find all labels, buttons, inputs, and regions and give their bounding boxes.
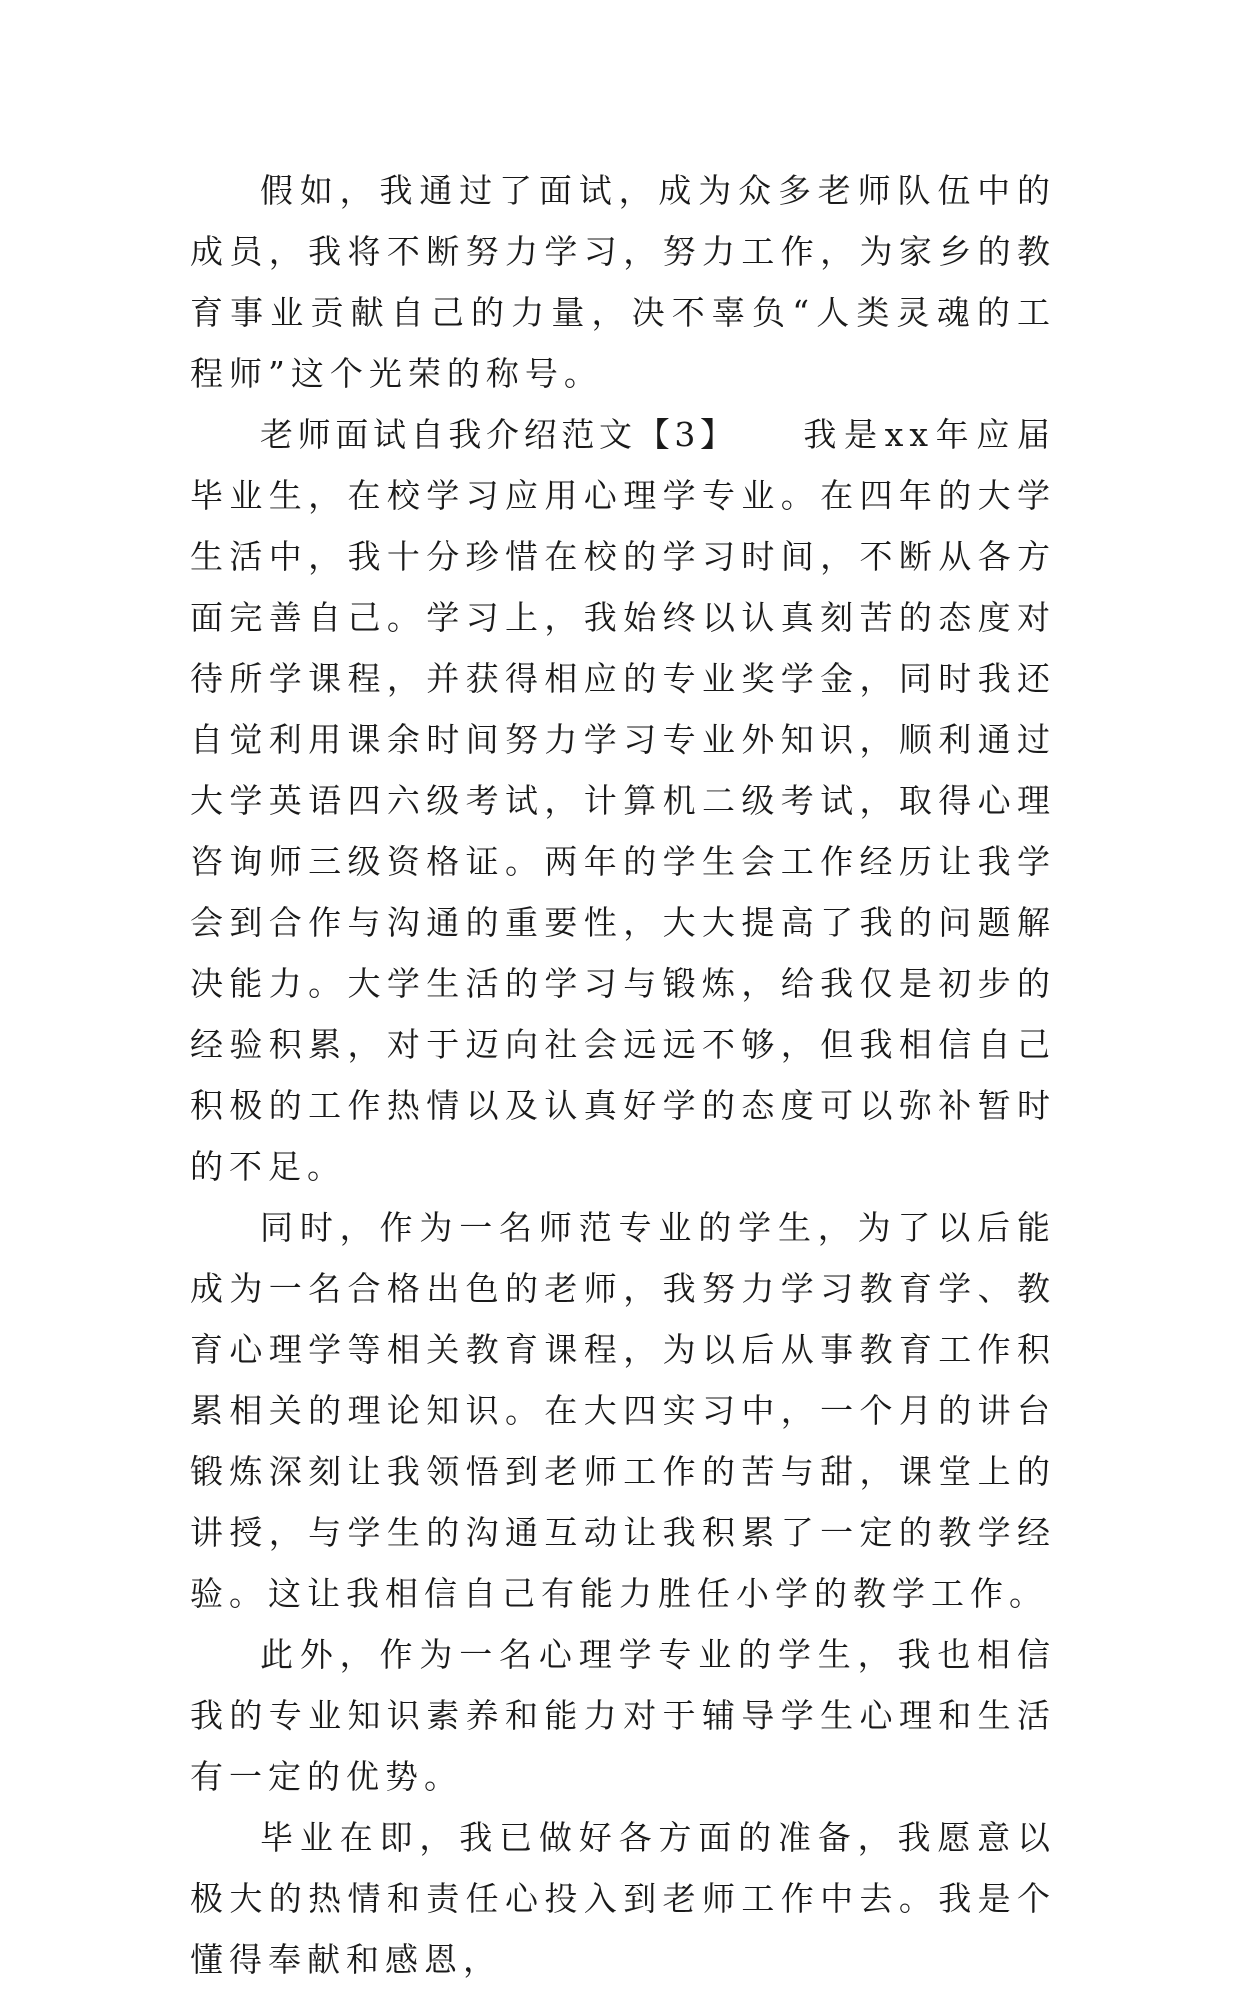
section-heading: 老师面试自我介绍范文【3】: [260, 415, 738, 454]
section-text: 我是xx年应届毕业生，在校学习应用心理学专业。在四年的大学生活中，我十分珍惜在校的学习时间，不断从各方面完善自己。学习上，我始终以认真刻苦的态度对待所学课程，并获得相应的专业奖学金，同时我还自觉利用课余时间努力学习专业外知识，顺利通过大学英语四六级考试，计算机二级考试，取得心理咨询师三级资格证。两年的学生会工作经历让我学会到合作与沟通的重要性，大大提高了我的问题解决能力。大学生活的学习与锻炼，给我仅是初步的经验积累，对于迈向社会远远不够，但我相信自己积极的工作热情以及认真好学的态度可以弥补暂时的不足。: [190, 415, 1056, 1186]
paragraph-sample-3: [190, 404, 1056, 1197]
paragraph-teaching-practice: 同时，作为一名师范专业的学生，为了以后能成为一名合格出色的老师，我努力学习教育学、教育心理学等相关教育课程，为以后从事教育工作积累相关的理论知识。在大四实习中，一个月的讲台锻炼深刻让我领悟到老师工作的苦与甜，课堂上的讲授，与学生的沟通互动让我积累了一定的教学经验。这让我相信自己有能力胜任小学的教学工作。: [190, 1208, 1056, 1613]
paragraph-psychology-advantage: 此外，作为一名心理学专业的学生，我也相信我的专业知识素养和能力对于辅导学生心理和生活有一定的优势。: [190, 1635, 1056, 1796]
paragraph-graduation: 毕业在即，我已做好各方面的准备，我愿意以极大的热情和责任心投入到老师工作中去。我是个懂得奉献和感恩，: [190, 1818, 1056, 1979]
document-body: [190, 160, 1056, 1990]
paragraph-commitment: 假如，我通过了面试，成为众多老师队伍中的成员，我将不断努力学习，努力工作，为家乡的教育事业贡献自己的力量，决不辜负“人类灵魂的工程师”这个光荣的称号。: [190, 171, 1056, 393]
